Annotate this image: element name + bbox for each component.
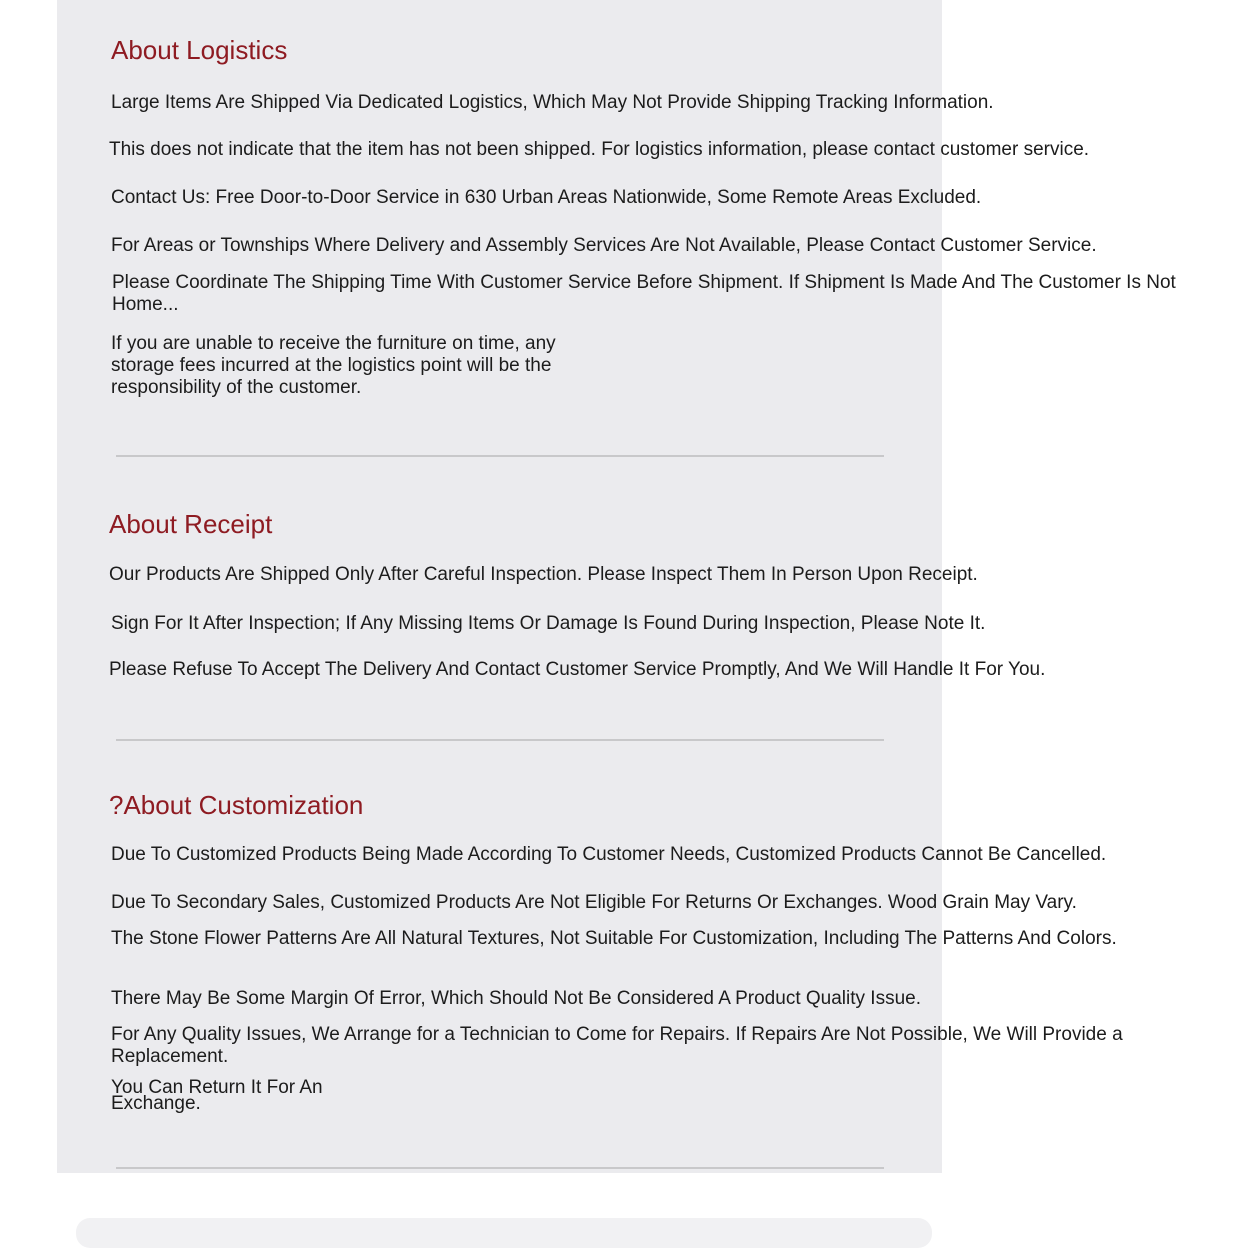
customization-line: Due To Customized Products Being Made According To Customer Needs, Customized Products Cannot Be Cancelled. [111,844,1107,865]
logistics-line: Contact Us: Free Door-to-Door Service in 630 Urban Areas Nationwide, Some Remote Areas Excluded. [111,187,982,208]
logistics-heading: About Logistics [111,35,288,65]
receipt-line: Please Refuse To Accept The Delivery And Contact Customer Service Promptly, And We Will Handle It For You. [109,659,1046,680]
section-divider [116,1167,884,1169]
receipt-line: Our Products Are Shipped Only After Careful Inspection. Please Inspect Them In Person Upon Receipt. [109,564,978,585]
logistics-line: For Areas or Townships Where Delivery and Assembly Services Are Not Available, Please Contact Customer Service. [111,235,1097,256]
bottom-card [76,1218,932,1248]
section-divider [116,739,884,741]
logistics-line: If you are unable to receive the furniture on time, any storage fees incurred at the logistics point will be the responsibility of the customer. [111,333,556,398]
customization-line: You Can Return It For An [111,1077,323,1098]
receipt-heading: About Receipt [109,509,273,539]
logistics-line: This does not indicate that the item has not been shipped. For logistics information, please contact customer service. [109,139,1090,160]
receipt-line: Sign For It After Inspection; If Any Missing Items Or Damage Is Found During Inspection, Please Note It. [111,613,986,634]
customization-line: There May Be Some Margin Of Error, Which Should Not Be Considered A Product Quality Issue. [111,988,921,1009]
customization-line: For Any Quality Issues, We Arrange for a Technician to Come for Repairs. If Repairs Are Not Possible, We Will Provide a Replacement. [111,1024,1123,1067]
customization-line: The Stone Flower Patterns Are All Natural Textures, Not Suitable For Customization, Including The Patterns And Colors. [111,928,1117,949]
logistics-line: Please Coordinate The Shipping Time With Customer Service Before Shipment. If Shipment Is Made And The Customer Is Not Home... [112,272,1176,315]
customization-heading: ?About Customization [109,790,364,820]
customization-line: Due To Secondary Sales, Customized Products Are Not Eligible For Returns Or Exchanges. Wood Grain May Vary. [111,892,1077,913]
logistics-line: Large Items Are Shipped Via Dedicated Logistics, Which May Not Provide Shipping Tracking Information. [111,92,994,113]
section-divider [116,455,884,457]
customization-line: Exchange. [111,1093,201,1114]
